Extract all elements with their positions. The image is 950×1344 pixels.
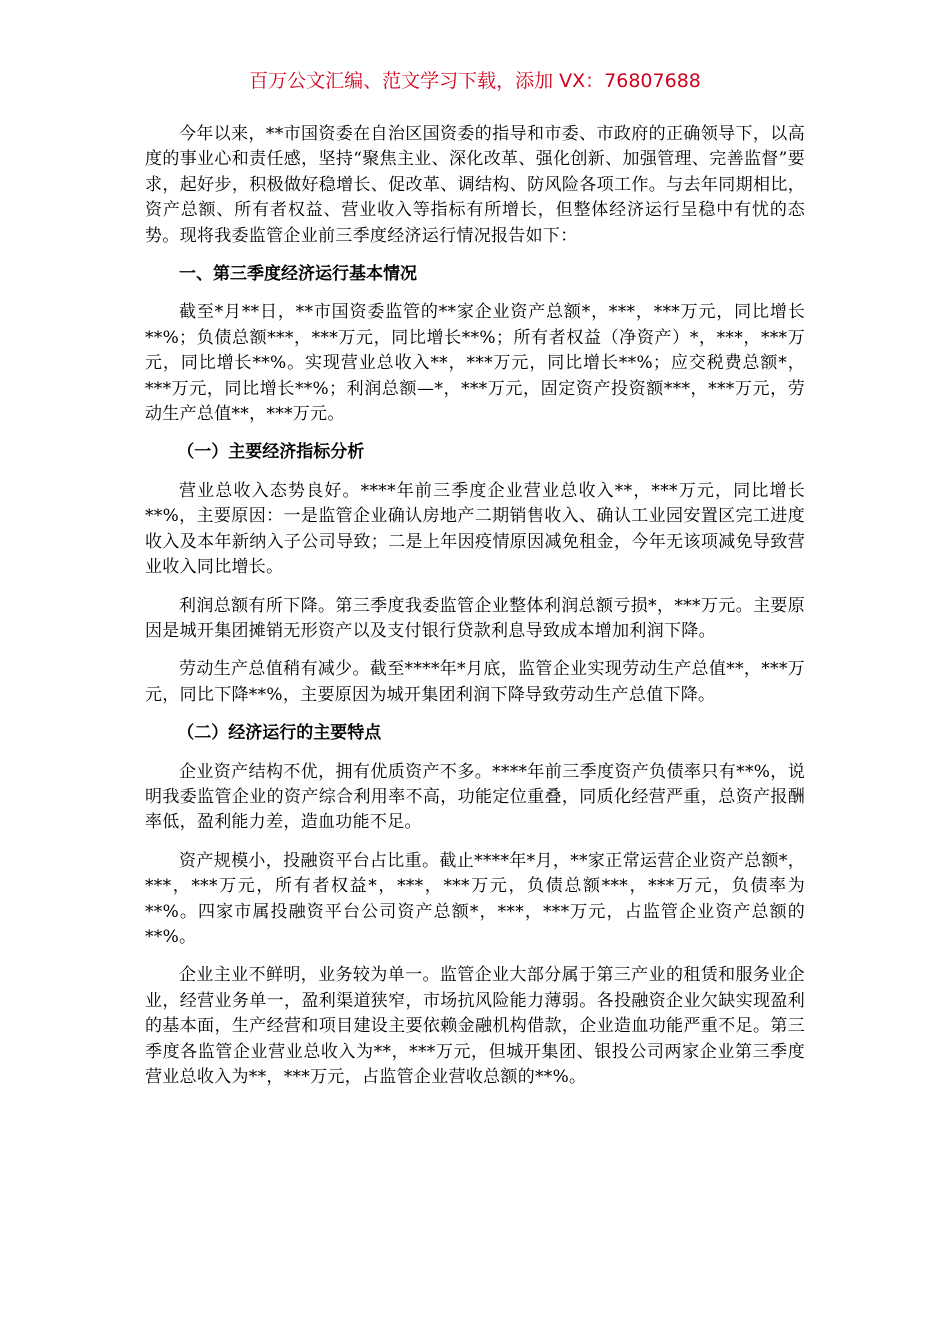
subsection-heading-2: （二）经济运行的主要特点: [177, 723, 382, 744]
document-body: [145, 122, 805, 1103]
asset-structure-paragraph: 企业资产结构不优，拥有优质资产不多。****年前三季度资产负债率只有**%，说明我委监管企业的资产综合利用率不高，功能定位重叠，同质化经营严重，总资产报酬率低，盈利能力差，造血功能不足。: [145, 761, 805, 833]
section1-paragraph: 截至*月**日，**市国资委监管的**家企业资产总额*，***，***万元，同比增长**%；负债总额***，***万元，同比增长**%；所有者权益（净资产）*，***，***万元，同比增长**%。实现营业总收入**，***万元，同比增长**%；应交税费总额*，***万元，同比增长**%；利润总额—*，***万元，固定资产投资额***，***万元，劳动生产总值**，***万元。: [145, 302, 805, 425]
revenue-paragraph: 营业总收入态势良好。****年前三季度企业营业总收入**，***万元，同比增长**%，主要原因：一是监管企业确认房地产二期销售收入、确认工业园安置区完工进度收入及本年新纳入子公司导致；二是上年因疫情原因减免租金，今年无该项减免导致营业收入同比增长。: [145, 480, 805, 578]
subsection-heading-1: （一）主要经济指标分析: [177, 442, 365, 463]
intro-paragraph: 今年以来，**市国资委在自治区国资委的指导和市委、市政府的正确领导下，以高度的事业心和责任感，坚持“聚焦主业、深化改革、强化创新、加强管理、完善监督”要求，起好步，积极做好稳增长、促改革、调结构、防风险各项工作。与去年同期相比，资产总额、所有者权益、营业收入等指标有所增长，但整体经济运行呈稳中有忧的态势。现将我委监管企业前三季度经济运行情况报告如下：: [145, 124, 805, 246]
asset-scale-paragraph: 资产规模小，投融资平台占比重。截止****年*月，**家正常运营企业资产总额*，***，***万元，所有者权益*，***，***万元，负债总额***，***万元，负债率为**%。四家市属投融资平台公司资产总额*，***，***万元，占监管企业资产总额的**%。: [145, 850, 805, 947]
labor-output-paragraph: 劳动生产总值稍有减少。截至****年*月底，监管企业实现劳动生产总值**，***万元，同比下降**%，主要原因为城开集团利润下降导致劳动生产总值下降。: [145, 659, 805, 705]
profit-paragraph: 利润总额有所下降。第三季度我委监管企业整体利润总额亏损*，***万元。主要原因是城开集团摊销无形资产以及支付银行贷款利息导致成本增加利润下降。: [145, 595, 805, 641]
watermark-banner: 百万公文汇编、范文学习下载，添加 VX：76807688: [249, 70, 701, 92]
main-business-paragraph: 企业主业不鲜明，业务较为单一。监管企业大部分属于第三产业的租赁和服务业企业，经营业务单一，盈利渠道狭窄，市场抗风险能力薄弱。各投融资企业欠缺实现盈利的基本面，生产经营和项目建设主要依赖金融机构借款，企业造血功能严重不足。第三季度各监管企业营业总收入为**，***万元，但城开集团、银投公司两家企业第三季度营业总收入为**，***万元，占监管企业营收总额的**%。: [145, 965, 805, 1087]
section-heading-1: 一、第三季度经济运行基本情况: [179, 264, 417, 285]
